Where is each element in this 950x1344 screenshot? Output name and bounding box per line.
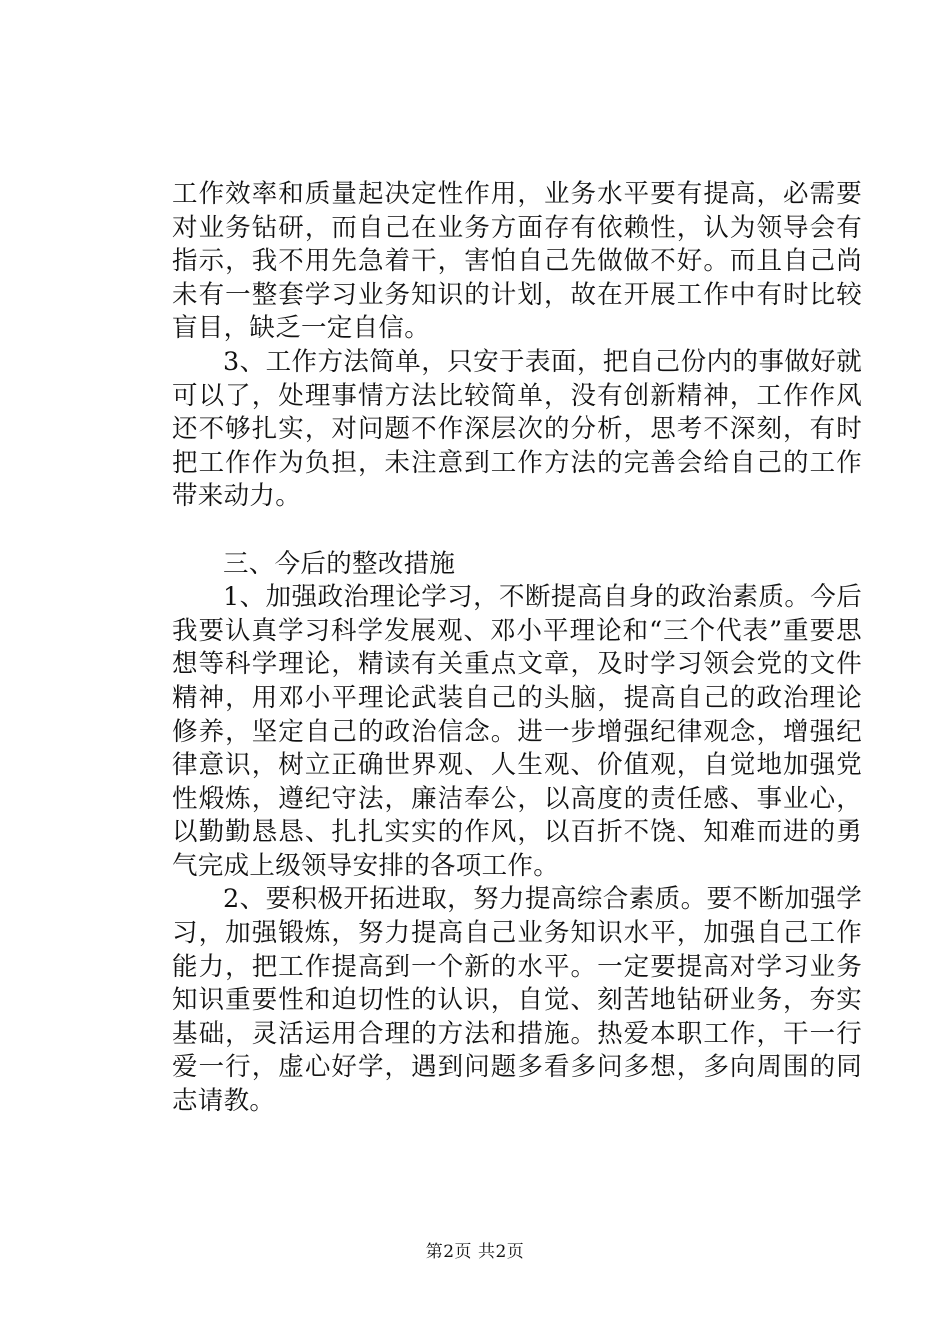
paragraph-continued: 工作效率和质量起决定性作用，业务水平要有提高，必需要对业务钻研，而自己在业务方面存有依赖性，认为领导会有指示，我不用先急着干，害怕自己先做做不好。而且自己尚未有一整套学习业务知识的计划，故在开展工作中有时比较盲目，缺乏一定自信。 [172,179,862,344]
paragraph-measure-1: 1、加强政治理论学习，不断提高自身的政治素质。今后我要认真学习科学发展观、邓小平理论和“三个代表”重要思想等科学理论，精读有关重点文章，及时学习领会党的文件精神，用邓小平理论武装自己的头脑，提高自己的政治理论修养，坚定自己的政治信念。进一步增强纪律观念，增强纪律意识，树立正确世界观、人生观、价值观，自觉地加强党性煅炼，遵纪守法，廉洁奉公，以高度的责任感、事业心，以勤勤恳恳、扎扎实实的作风，以百折不饶、知难而进的勇气完成上级领导安排的各项工作。 [172,582,862,881]
page-number-footer: 第2页 共2页 [425,1242,525,1262]
document-body [172,178,862,1119]
paragraph-item-3: 3、工作方法简单，只安于表面，把自己份内的事做好就可以了，处理事情方法比较简单，没有创新精神，工作作风还不够扎实，对问题不作深层次的分析，思考不深刻，有时把工作作为负担，未注意到工作方法的完善会给自己的工作带来动力。 [172,346,862,512]
paragraph-measure-2: 2、要积极开拓进取，努力提高综合素质。要不断加强学习，加强锻炼，努力提高自己业务知识水平，加强自己工作能力，把工作提高到一个新的水平。一定要提高对学习业务知识重要性和迫切性的认识，自觉、刻苦地钻研业务，夯实基础，灵活运用合理的方法和措施。热爱本职工作，干一行爱一行，虚心好学，遇到问题多看多问多想，多向周围的同志请教。 [172,884,862,1117]
section-heading: 三、今后的整改措施 [223,548,456,579]
